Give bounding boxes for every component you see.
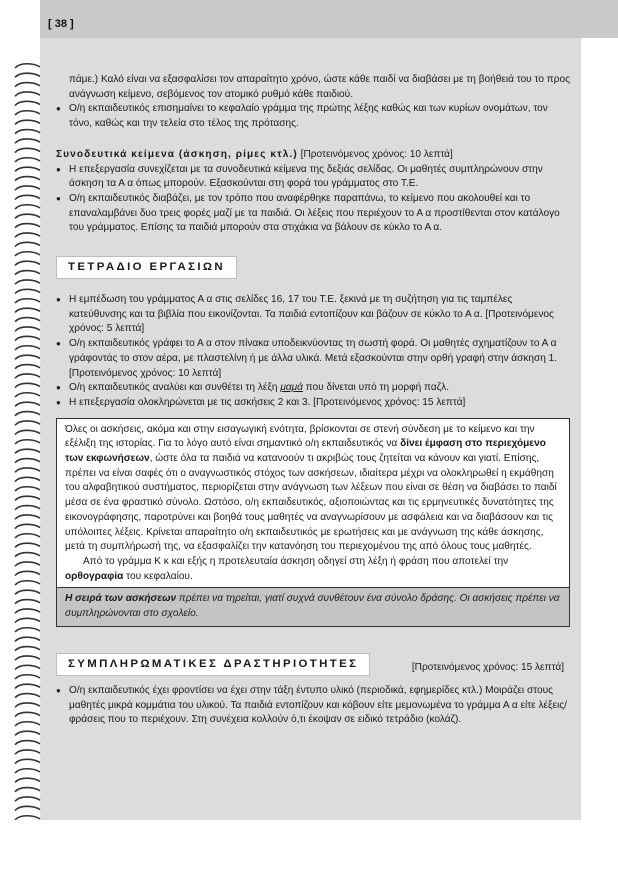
companion-time: [Προτεινόμενος χρόνος: 10 λεπτά] bbox=[300, 148, 453, 160]
note-body bbox=[57, 419, 569, 588]
note-box bbox=[56, 418, 570, 627]
list-item bbox=[56, 381, 570, 396]
note-footer-emphasis: Η σειρά των ασκήσεων bbox=[65, 593, 177, 605]
note-text: Όλες οι ασκήσεις, ακόμα και στην εισαγωγική ενότητα, βρίσκονται σε στενή σύνδεση με το κείμενο και την εξέλιξη της ιστορίας. Για το λόγο αυτό είναι σημαντικό ο/η εκπαιδευτικός να bbox=[65, 423, 535, 450]
extras-title: ΣΥΜΠΛΗΡΩΜΑΤΙΚΕΣ ΔΡΑΣΤΗΡΙΟΤΗΤΕΣ bbox=[56, 653, 370, 676]
note-text: , ώστε όλα τα παιδιά να κατανοούν τι ακριβώς τους ζητείται να κάνουν και γιατί. Επίσης, πρέπει να είναι σαφές ότι ο αναγνωστικός στόχος των ασκήσεων, ιδιαίτερα μέχρι να ολοκληρωθεί η εκμάθηση του αλφαβητικού συστήματος, περιορίζεται στην ανάγνωση των λέξεων που είναι σε θέση να διαβάσει το παιδί μέσα σε ένα φραστικό σύνολο. Ωστόσο, ο/η εκπαιδευτικός, αξιοποιώντας και τις ερμηνευτικές δυνατότητες της εικονογράφησης, παροτρύνει και βοηθά τους μαθητές να αναγνωρίσουν με ασφάλεια και να διαβάσουν και τις υπόλοιπες λέξεις. Κρίνεται απαραίτητο ο/η εκπαιδευτικός με ερωτήσεις και με ανάγνωση της κάθε άσκησης, μετά τη συμπλήρωσή της, να εξασφαλίζει την κατανόηση του περιεχομένου της από όλους τους μαθητές. bbox=[65, 453, 557, 553]
note-paragraph-2 bbox=[65, 555, 561, 584]
puzzle-text-start: Ο/η εκπαιδευτικός αναλύει και συνθέτει τη λέξη bbox=[69, 382, 281, 394]
list-item: ● Η επεξεργασία συνεχίζεται με τα συνοδευτικά κείμενα της δεξιάς σελίδας. Οι μαθητές συμπληρώνουν στην άσκηση τα Α α όπως μπορούν. Εξασκούνται στη φορά του γράμματος στο Τ.Ε. bbox=[56, 163, 570, 192]
intro-list bbox=[56, 102, 570, 131]
list-item: ● Ο/η εκπαιδευτικός επισημαίνει το κεφαλαίο γράμμα της πρώτης λέξης καθώς και των κυρίων ονομάτων, τον τόνο, καθώς και την τελεία στο τέλος της πρότασης. bbox=[56, 102, 570, 131]
puzzle-word: μαμά bbox=[280, 382, 303, 394]
intro-continuation: πάμε.) Καλό είναι να εξασφαλίσει τον απαραίτητο χρόνο, ώστε κάθε παιδί να διαβάσει με τη βοήθειά του το προς ανάγνωση κείμενο, σεβόμενος τον ατομικό ρυθμό κάθε παιδιού. bbox=[69, 74, 570, 100]
top-band bbox=[40, 0, 618, 38]
extras-heading-row bbox=[56, 653, 570, 676]
companion-title: Συνοδευτικά κείμενα (άσκηση, ρίμες κτλ.) bbox=[56, 148, 298, 160]
note-emphasis: δίνει έμφαση στο περιεχόμενο των εκφωνήσεων bbox=[65, 438, 546, 465]
workbook-list bbox=[56, 293, 570, 411]
list-item: ● Η εμπέδωση του γράμματος Α α στις σελίδες 16, 17 του Τ.Ε. ξεκινά με τη συζήτηση για τις ταμπέλες κατεύθυνσης και τα βιβλία που εικονίζονται. Τα παιδιά εντοπίζουν και βάζουν σε κύκλο το Α α. [Προτεινόμενος χρόνος: 5 λεπτά] bbox=[56, 293, 570, 337]
note-text: του κεφαλαίου. bbox=[123, 570, 193, 582]
workbook-banner-wrap bbox=[56, 256, 570, 279]
companion-list bbox=[56, 163, 570, 237]
note-paragraph-1 bbox=[65, 423, 561, 555]
list-item: ● Ο/η εκπαιδευτικός έχει φροντίσει να έχει στην τάξη έντυπο υλικό (περιοδικά, εφημερίδες κτλ.) Μοιράζει στους μαθητές μικρά κομμάτια του υλικού. Τα παιδιά εντοπίζουν και κόβουν είτε μεμονωμένα το γράμμα Α α είτε λέξεις/φράσεις που το περιέχουν. Στη συνέχεια κολλούν ό,τι έκοψαν σε ειδικό τετράδιο (κολάζ). bbox=[56, 684, 570, 728]
extras-list bbox=[56, 684, 570, 728]
workbook-title: ΤΕΤΡΑΔΙΟ ΕΡΓΑΣΙΩΝ bbox=[56, 256, 237, 279]
page-content bbox=[56, 73, 570, 728]
note-emphasis: ορθογραφία bbox=[65, 570, 124, 582]
list-item: ● Η επεξεργασία ολοκληρώνεται με τις ασκήσεις 2 και 3. [Προτεινόμενος χρόνος: 15 λεπτά] bbox=[56, 396, 570, 411]
companion-heading bbox=[56, 148, 570, 163]
puzzle-text-end: που δίνεται υπό τη μορφή παζλ. bbox=[302, 382, 450, 394]
extras-time: [Προτεινόμενος χρόνος: 15 λεπτά] bbox=[411, 662, 564, 674]
page-number: [ 38 ] bbox=[48, 18, 74, 30]
note-text: Από το γράμμα Κ κ και εξής η προτελευταία άσκηση οδηγεί στη λέξη ή φράση που αποτελεί την bbox=[83, 555, 509, 567]
list-item: ● Ο/η εκπαιδευτικός διαβάζει, με τον τρόπο που αναφέρθηκε παραπάνω, το κείμενο που ακολουθεί και το επαναλαμβάνει δυο τρεις φορές μαζί με τα παιδιά. Οι λέξεις που περιέχουν το Α α προστίθενται στον κατάλογο του γράμματος. Επίσης τα παιδιά μπορούν στα στιχάκια να βάλουν σε κύκλο το Α α. bbox=[56, 192, 570, 236]
spiral-binding-icon bbox=[12, 60, 42, 820]
note-footer-text: πρέπει να τηρείται, γιατί συχνά συνθέτουν ένα σύνολο δράσης. Οι ασκήσεις πρέπει να συμπληρώνονται στο σχολείο. bbox=[65, 593, 560, 620]
note-footer bbox=[57, 587, 569, 625]
list-item: ● Ο/η εκπαιδευτικός γράφει το Α α στον πίνακα υποδεικνύοντας τη σωστή φορά. Οι μαθητές σχηματίζουν το Α α γράφοντάς το στον αέρα, με πλαστελίνη ή με άλλα υλικά. Μετά εξασκούνται στην ορθή γραφή στην άσκηση 1. [Προτεινόμενος χρόνος: 10 λεπτά] bbox=[56, 337, 570, 381]
